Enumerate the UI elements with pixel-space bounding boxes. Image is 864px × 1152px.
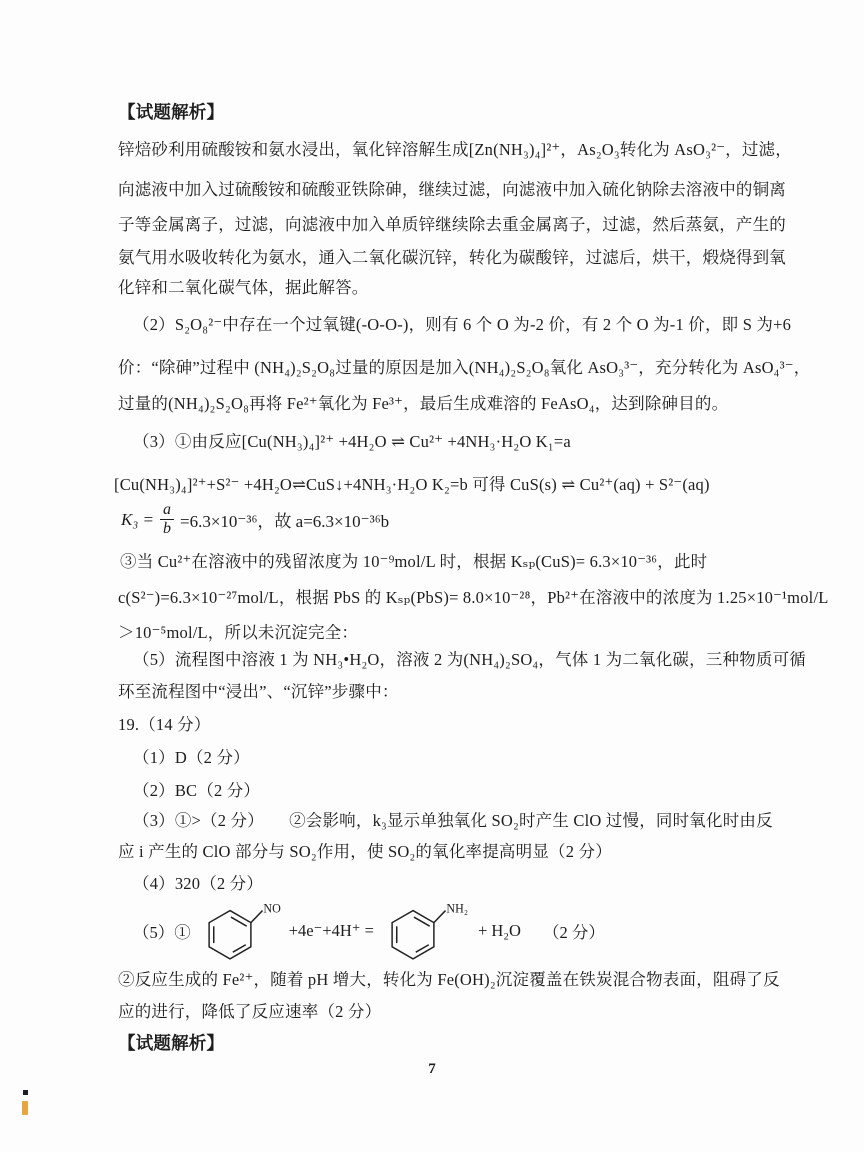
k3-fraction-equation	[121, 502, 389, 537]
k3-rhs: =6.3×10⁻³⁶，故 a=6.3×10⁻³⁶b	[179, 512, 390, 532]
fraction-denominator: b	[162, 520, 171, 538]
answer-item-3c-line: ＞10⁻⁵mol/L，所以未沉淀完全：	[118, 623, 359, 642]
organic-reaction-equation	[133, 892, 605, 970]
answer-item-3c-line: c(S²⁻)=6.3×10⁻²⁷mol/L，根据 PbS 的 Kₛₚ(PbS)= 8.0×10⁻²⁸，Pb²⁺在溶液中的浓度为 1.25×10⁻¹mol/L	[118, 588, 829, 607]
substituent-label-no: NO	[263, 901, 281, 916]
answer-item-2-line: 过量的(NH₄)₂S₂O₈再将 Fe²⁺氧化为 Fe³⁺，最后生成难溶的 FeAsO₄，达到除砷目的。	[118, 394, 729, 413]
answer-19-3-line: 应 i 产生的 ClO 部分与 SO₂作用，使 SO₂的氧化率提高明显（2 分）	[118, 842, 612, 861]
text-line: 子等金属离子，过滤，向滤液中加入单质锌继续除去重金属离子，过滤，然后蒸氨，产生的	[118, 215, 786, 234]
text-line: 向滤液中加入过硫酸铵和硫酸亚铁除砷，继续过滤，向滤液中加入硫化钠除去溶液中的铜离	[118, 180, 786, 199]
section-title-analysis-2: 【试题解析】	[118, 1033, 225, 1053]
scan-artifact-dot	[23, 1090, 28, 1095]
score-label: （2 分）	[542, 923, 605, 942]
equilibrium-equation-2: [Cu(NH₃)₄]²⁺+S²⁻ +4H₂O⇌CuS↓+4NH₃·H₂O K₂=b 可得 CuS(s) ⇌ Cu²⁺(aq) + S²⁻(aq)	[114, 475, 710, 494]
plus-water-text: + H₂O	[477, 921, 521, 940]
answer-item-5-line: （5）流程图中溶液 1 为 NH₃•H₂O，溶液 2 为(NH₄)₂SO₄，气体 1 为二氧化碳，三种物质可循	[133, 650, 806, 669]
answer-item-2-line: （2）S₂O₈²⁻中存在一个过氧键(-O-O-)，则有 6 个 O 为-2 价，有 2 个 O 为-1 价，即 S 为+6	[133, 315, 792, 334]
answer-19-3-line: （3）①>（2 分） ②会影响，k₃显示单独氧化 SO₂时产生 ClO 过慢，同时氧化时由反	[133, 811, 773, 830]
answer-item-3c-line: ③当 Cu²⁺在溶液中的残留浓度为 10⁻⁹mol/L 时，根据 Kₛₚ(CuS)= 6.3×10⁻³⁶，此时	[120, 552, 708, 571]
k3-lhs: K₃ =	[121, 509, 154, 529]
electron-transfer-text: +4e⁻+4H⁺ =	[288, 921, 374, 940]
answer-item-2-line: 价：“除砷”过程中 (NH₄)₂S₂O₈过量的原因是加入(NH₄)₂S₂O₈氧化 AsO₃³⁻，充分转化为 AsO₄³⁻，	[118, 358, 811, 377]
answer-19-1: （1）D（2 分）	[133, 748, 250, 767]
answer-item-5-line: 环至流程图中“浸出”、“沉锌”步骤中：	[118, 682, 399, 701]
nitrosobenzene-structure	[195, 892, 291, 970]
text-line: 锌焙砂利用硫酸铵和氨水浸出，氧化锌溶解生成[Zn(NH₃)₄]²⁺，As₂O₃转化为 AsO₃²⁻，过滤，	[118, 140, 792, 159]
answer-19-2: （2）BC（2 分）	[133, 781, 261, 800]
answer-19-5-prefix: （5）①	[133, 923, 191, 942]
scan-artifact-orange-bar	[22, 1101, 28, 1115]
text-line: 氨气用水吸收转化为氨水，通入二氧化碳沉锌，转化为碳酸锌，过滤后，烘干，煅烧得到氧	[118, 248, 786, 267]
answer-19-5b-line: 应的进行，降低了反应速率（2 分）	[118, 1002, 382, 1021]
substituent-label-nh2: NH₂	[446, 901, 469, 916]
equilibrium-equation-1: （3）①由反应[Cu(NH₃)₄]²⁺ +4H₂O ⇌ Cu²⁺ +4NH₃·H₂O K₁=a	[133, 432, 571, 451]
question-19-header: 19.（14 分）	[118, 715, 211, 734]
fraction-numerator: a	[162, 501, 171, 518]
aniline-structure	[378, 892, 474, 970]
answer-19-5b-line: ②反应生成的 Fe²⁺，随着 pH 增大，转化为 Fe(OH)₂沉淀覆盖在铁炭混合物表面，阻碍了反	[118, 970, 780, 989]
text-line: 化锌和二氧化碳气体，据此解答。	[118, 278, 369, 297]
answer-19-4: （4）320（2 分）	[133, 874, 264, 893]
fraction-a-over-b	[160, 502, 174, 537]
section-title-analysis-1: 【试题解析】	[118, 102, 225, 122]
page-number: 7	[428, 1061, 436, 1077]
